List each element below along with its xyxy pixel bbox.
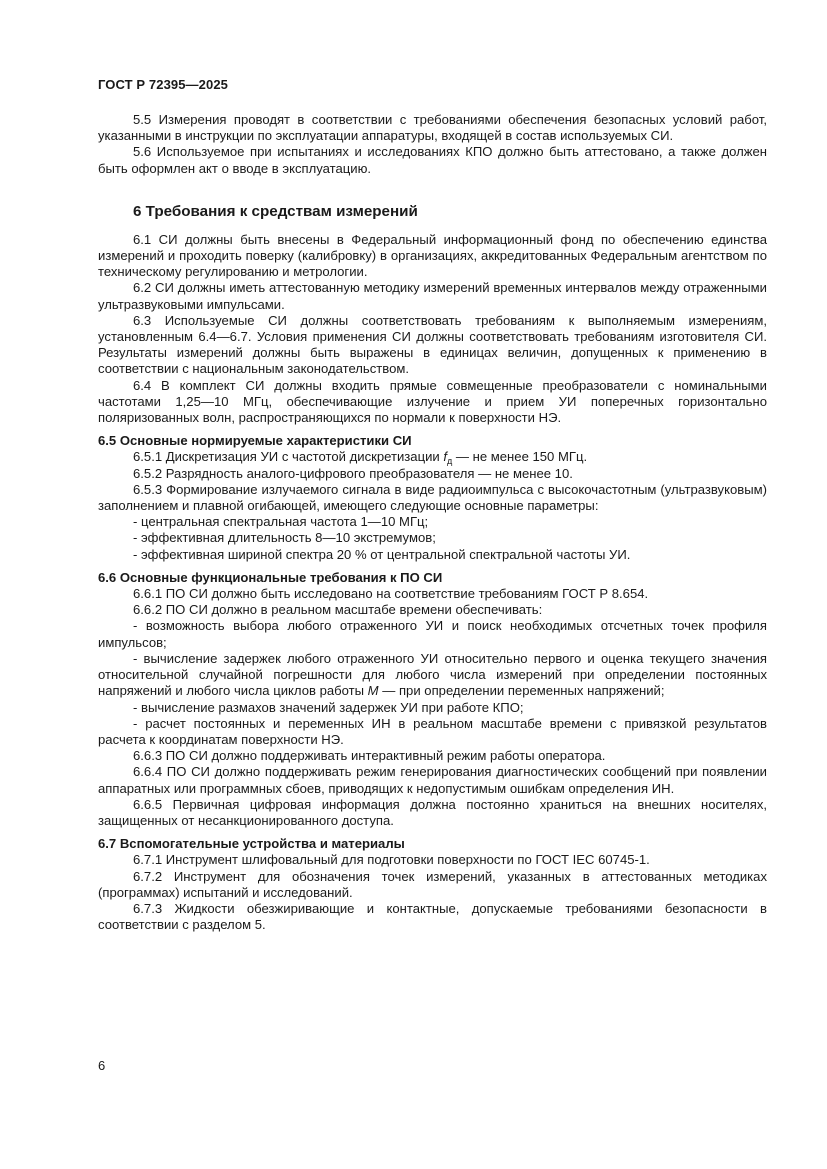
paragraph-6-4: 6.4 В комплект СИ должны входить прямые совмещенные преобразователи с номинальными частотами 1,25—10 МГц, обеспечивающие излучение и прием УИ поперечных горизонтально поляризованных волн, распространяющихся по нормали к поверхности НЭ.	[98, 377, 767, 426]
paragraph-6-5-1: 6.5.1 Дискретизация УИ с частотой дискретизации $f_д$ — не менее 150 МГц.	[133, 449, 588, 467]
list-item: - эффективная шириной спектра 20 % от центральной спектральной частоты УИ.	[133, 546, 631, 562]
list-item: - расчет постоянных и переменных ИН в реальном масштабе времени с привязкой результатов расчета к координатам поверхности НЭ.	[98, 715, 767, 747]
list-item: - вычисление задержек любого отраженного УИ относительно первого и оценка текущего значения относительной случайной погрешности для любого числа измерений при определении постоянных напряжений и любого числа циклов работы M — при определении переменных напряжений;	[98, 650, 767, 699]
paragraph-6-3: 6.3 Используемые СИ должны соответствовать требованиям к выполняемым измерениям, установленным 6.4—6.7. Условия применения СИ должны соответствовать требованиям изготовителя СИ. Результаты измерений должны быть выражены в единицах величин, допущенных к применению в соответствии с национальным законодательством.	[98, 312, 767, 377]
paragraph-6-5-3: 6.5.3 Формирование излучаемого сигнала в виде радиоимпульса с высокочастотным (ультразвуковым) заполнением и плавной огибающей, имеющего следующие основные параметры:	[98, 481, 767, 514]
document-body	[98, 112, 767, 933]
paragraph-6-6-2: 6.6.2 ПО СИ должно в реальном масштабе времени обеспечивать:	[133, 602, 543, 618]
paragraph-6-6-1: 6.6.1 ПО СИ должно быть исследовано на соответствие требованиям ГОСТ Р 8.654.	[133, 586, 649, 602]
paragraph-6-7-1: 6.7.1 Инструмент шлифовальный для подготовки поверхности по ГОСТ IEC 60745-1.	[133, 852, 650, 868]
paragraph-6-6-4: 6.6.4 ПО СИ должно поддерживать режим генерирования диагностических сообщений при появлении аппаратных или программных сбоев, приводящих к недопустимым ошибкам определения ИН.	[98, 764, 767, 796]
paragraph-6-7-2: 6.7.2 Инструмент для обозначения точек измерений, указанных в аттестованных методиках (программах) испытаний и исследований.	[98, 868, 767, 900]
list-item: - возможность выбора любого отраженного УИ и поиск необходимых отсчетных точек профиля импульсов;	[98, 618, 767, 650]
paragraph-6-2: 6.2 СИ должны иметь аттестованную методику измерений временных интервалов между отраженными ультразвуковыми импульсами.	[98, 280, 767, 312]
paragraph-5-6: 5.6 Используемое при испытаниях и исследованиях КПО должно быть аттестовано, а также должен быть оформлен акт о вводе в эксплуатацию.	[98, 144, 767, 176]
paragraph-6-7-3: 6.7.3 Жидкости обезжиривающие и контактные, допускаемые требованиями безопасности в соответствии с разделом 5.	[98, 900, 767, 933]
subsection-6-7-title: 6.7 Вспомогательные устройства и материалы	[98, 836, 405, 852]
subsection-6-6-title: 6.6 Основные функциональные требования к ПО СИ	[98, 569, 443, 585]
list-item: - эффективная длительность 8—10 экстремумов;	[133, 530, 436, 546]
paragraph-5-5: 5.5 Измерения проводят в соответствии с требованиями обеспечения безопасных условий работ, указанными в инструкции по эксплуатации аппаратуры, входящей в состав используемых СИ.	[98, 112, 767, 144]
paragraph-6-1: 6.1 СИ должны быть внесены в Федеральный информационный фонд по обеспечению единства измерений и проходить поверку (калибровку) в организациях, аккредитованных Федеральным агентством по техническому регулированию и метрологии.	[98, 231, 767, 280]
list-item: - вычисление размахов значений задержек УИ при работе КПО;	[133, 699, 524, 715]
paragraph-6-5-2: 6.5.2 Разрядность аналого-цифрового преобразователя — не менее 10.	[133, 465, 573, 481]
list-item: - центральная спектральная частота 1—10 МГц;	[133, 514, 429, 530]
section-6-title: 6 Требования к средствам измерений	[133, 202, 418, 220]
document-id-header: ГОСТ Р 72395—2025	[98, 77, 228, 92]
page-number: 6	[98, 1058, 106, 1073]
paragraph-6-6-5: 6.6.5 Первичная цифровая информация должна постоянно храниться на внешних носителях, защищенных от несанкционированного доступа.	[98, 796, 767, 828]
subsection-6-5-title: 6.5 Основные нормируемые характеристики СИ	[98, 433, 412, 449]
paragraph-6-6-3: 6.6.3 ПО СИ должно поддерживать интерактивный режим работы оператора.	[133, 748, 606, 764]
